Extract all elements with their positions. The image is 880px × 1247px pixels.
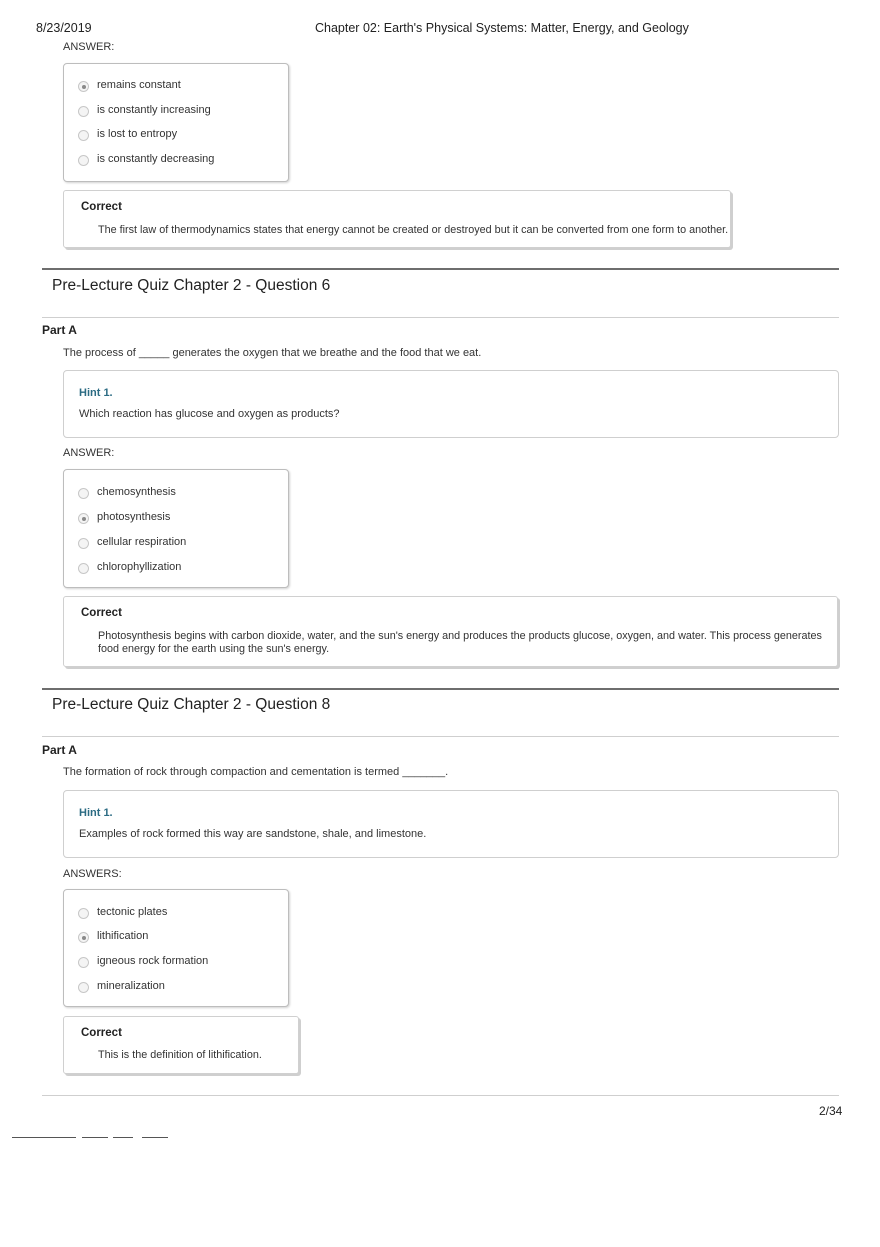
option-label: igneous rock formation bbox=[97, 955, 209, 967]
feedback-text-line: food energy for the earth using the sun's energy. bbox=[98, 643, 330, 655]
answer-label: ANSWER: bbox=[63, 41, 115, 53]
feedback-title: Correct bbox=[81, 1027, 122, 1039]
title-underline bbox=[42, 736, 839, 737]
option-label: tectonic plates bbox=[97, 906, 168, 918]
hint-box bbox=[63, 370, 839, 438]
question-text: The formation of rock through compaction and cementation is termed _______. bbox=[63, 766, 449, 778]
cropped-text-fragment bbox=[113, 1137, 133, 1138]
print-date: 8/23/2019 bbox=[36, 21, 92, 35]
footer-divider bbox=[42, 1095, 839, 1096]
option-label: chemosynthesis bbox=[97, 486, 176, 498]
option-label: cellular respiration bbox=[97, 536, 187, 548]
section-divider bbox=[42, 268, 839, 270]
title-underline bbox=[42, 317, 839, 318]
radio-icon[interactable] bbox=[78, 908, 89, 919]
radio-icon[interactable] bbox=[78, 957, 89, 968]
option-label: is constantly decreasing bbox=[97, 153, 215, 165]
answer-label: ANSWER: bbox=[63, 447, 115, 459]
hint-box bbox=[63, 790, 839, 858]
option-label: remains constant bbox=[97, 79, 181, 91]
answer-option[interactable] bbox=[64, 904, 288, 924]
answer-option[interactable] bbox=[64, 126, 288, 146]
feedback-text-line: Photosynthesis begins with carbon dioxide, water, and the sun's energy and produces the products glucose, oxygen, and water. This process generates bbox=[98, 630, 822, 642]
option-label: photosynthesis bbox=[97, 511, 171, 523]
feedback-text: This is the definition of lithification. bbox=[98, 1049, 262, 1061]
radio-icon[interactable] bbox=[78, 488, 89, 499]
part-label: Part A bbox=[42, 743, 77, 757]
answer-option[interactable] bbox=[64, 559, 288, 579]
question-title: Pre-Lecture Quiz Chapter 2 - Question 6 bbox=[52, 277, 331, 294]
radio-icon[interactable] bbox=[78, 982, 89, 993]
answer-options-q6 bbox=[63, 469, 289, 588]
feedback-title: Correct bbox=[81, 201, 122, 213]
answer-option[interactable] bbox=[64, 534, 288, 554]
option-label: is lost to entropy bbox=[97, 128, 178, 140]
feedback-title: Correct bbox=[81, 607, 122, 619]
radio-selected-icon[interactable] bbox=[78, 932, 89, 943]
option-label: is constantly increasing bbox=[97, 104, 211, 116]
page-number: 2/34 bbox=[819, 1104, 843, 1118]
option-label: mineralization bbox=[97, 980, 165, 992]
radio-icon[interactable] bbox=[78, 538, 89, 549]
section-divider bbox=[42, 688, 839, 690]
radio-icon[interactable] bbox=[78, 130, 89, 141]
hint-title[interactable]: Hint 1. bbox=[79, 387, 113, 399]
cropped-text-fragment bbox=[12, 1137, 76, 1138]
part-label: Part A bbox=[42, 323, 77, 337]
radio-icon[interactable] bbox=[78, 106, 89, 117]
answer-option[interactable] bbox=[64, 509, 288, 529]
answer-option[interactable] bbox=[64, 151, 288, 171]
answer-option[interactable] bbox=[64, 928, 288, 948]
option-label: chlorophyllization bbox=[97, 561, 182, 573]
cropped-text-fragment bbox=[82, 1137, 108, 1138]
answer-option[interactable] bbox=[64, 77, 288, 97]
feedback-correct bbox=[63, 1016, 299, 1074]
cropped-text-fragment bbox=[142, 1137, 168, 1138]
hint-title[interactable]: Hint 1. bbox=[79, 807, 113, 819]
radio-selected-icon[interactable] bbox=[78, 513, 89, 524]
radio-selected-icon[interactable] bbox=[78, 81, 89, 92]
document-title: Chapter 02: Earth's Physical Systems: Matter, Energy, and Geology bbox=[315, 21, 689, 35]
answer-option[interactable] bbox=[64, 102, 288, 122]
answer-label: ANSWERS: bbox=[63, 868, 122, 880]
feedback-correct bbox=[63, 596, 838, 667]
answer-options-q8 bbox=[63, 889, 289, 1007]
question-title: Pre-Lecture Quiz Chapter 2 - Question 8 bbox=[52, 696, 331, 713]
hint-text: Examples of rock formed this way are sandstone, shale, and limestone. bbox=[79, 828, 427, 840]
feedback-text: The first law of thermodynamics states that energy cannot be created or destroyed but it can be converted from one form to another. bbox=[98, 224, 729, 236]
radio-icon[interactable] bbox=[78, 563, 89, 574]
hint-text: Which reaction has glucose and oxygen as products? bbox=[79, 408, 340, 420]
question-text: The process of _____ generates the oxygen that we breathe and the food that we eat. bbox=[63, 347, 482, 359]
answer-option[interactable] bbox=[64, 978, 288, 998]
answer-options-q5 bbox=[63, 63, 289, 182]
option-label: lithification bbox=[97, 930, 149, 942]
radio-icon[interactable] bbox=[78, 155, 89, 166]
answer-option[interactable] bbox=[64, 484, 288, 504]
feedback-correct bbox=[63, 190, 731, 248]
answer-option[interactable] bbox=[64, 953, 288, 973]
